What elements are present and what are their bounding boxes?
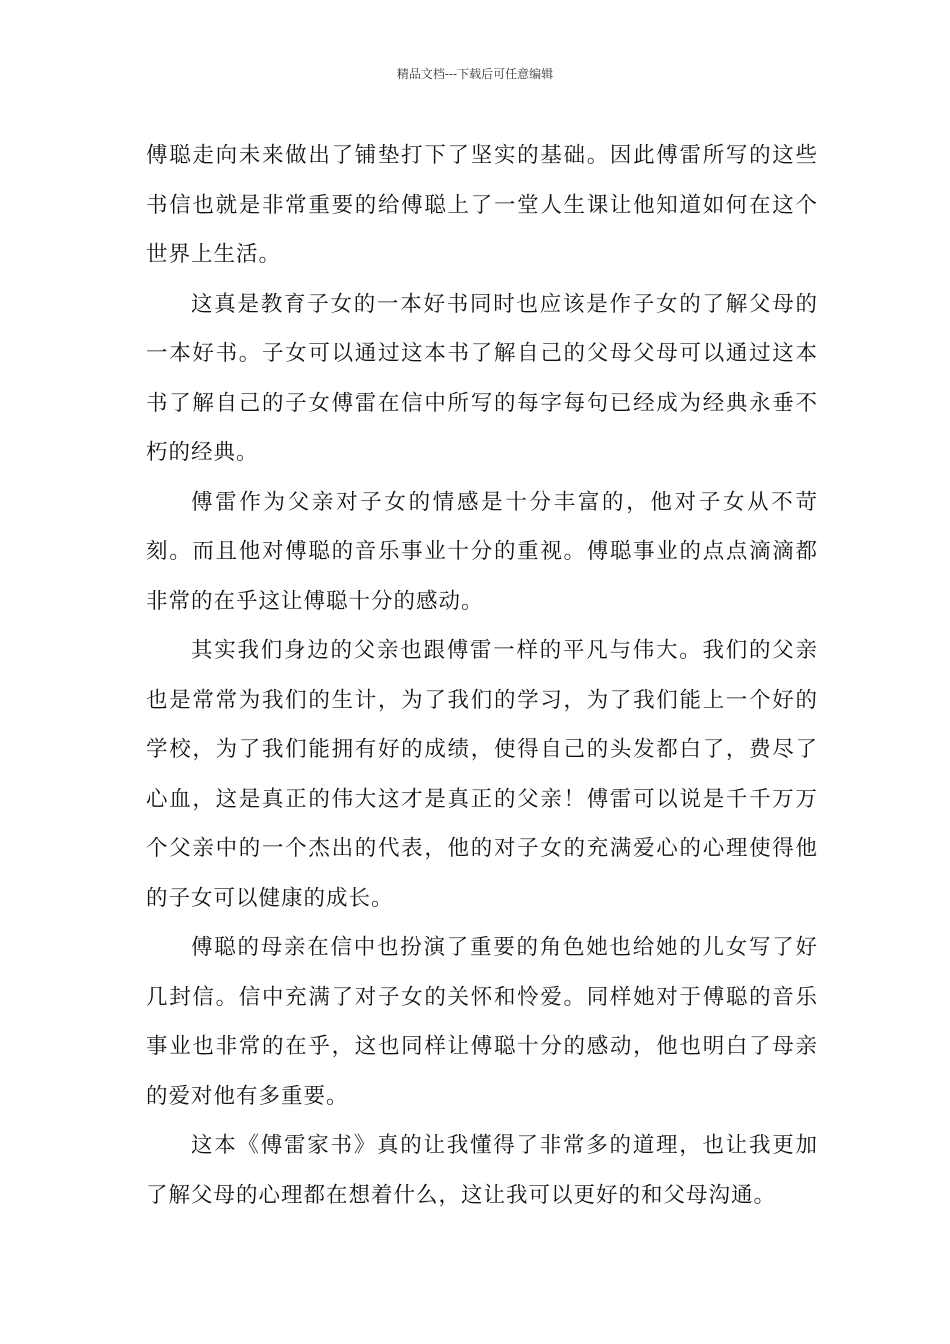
paragraph: 傅雷作为父亲对子女的情感是十分丰富的，他对子女从不苛刻。而且他对傅聪的音乐事业十分的重视。傅聪事业的点点滴滴都非常的在乎这让傅聪十分的感动。 [146, 489, 818, 614]
paragraph: 傅聪走向未来做出了铺垫打下了坚实的基础。因此傅雷所写的这些书信也就是非常重要的给傅聪上了一堂人生课让他知道如何在这个世界上生活。 [146, 143, 818, 267]
paragraph: 其实我们身边的父亲也跟傅雷一样的平凡与伟大。我们的父亲也是常常为我们的生计，为了我们的学习，为了我们能上一个好的学校，为了我们能拥有好的成绩，使得自己的头发都白了，费尽了心血，这是真正的伟大这才是真正的父亲！傅雷可以说是千千万万个父亲中的一个杰出的代表，他的对子女的充满爱心的心理使得他的子女可以健康的成长。 [146, 638, 818, 911]
paragraph: 这真是教育子女的一本好书同时也应该是作子女的了解父母的一本好书。子女可以通过这本书了解自己的父母父母可以通过这本书了解自己的子女傅雷在信中所写的每字每句已经成为经典永垂不朽的经典。 [146, 291, 818, 465]
paragraph: 这本《傅雷家书》真的让我懂得了非常多的道理，也让我更加了解父母的心理都在想着什么，这让我可以更好的和父母沟通。 [146, 1133, 818, 1208]
paragraph: 傅聪的母亲在信中也扮演了重要的角色她也给她的儿女写了好几封信。信中充满了对子女的关怀和怜爱。同样她对于傅聪的音乐事业也非常的在乎，这也同样让傅聪十分的感动，他也明白了母亲的爱对他有多重要。 [146, 935, 818, 1109]
document-body [146, 131, 818, 1220]
page-header: 精品文档---下载后可任意编辑 [396, 67, 554, 81]
